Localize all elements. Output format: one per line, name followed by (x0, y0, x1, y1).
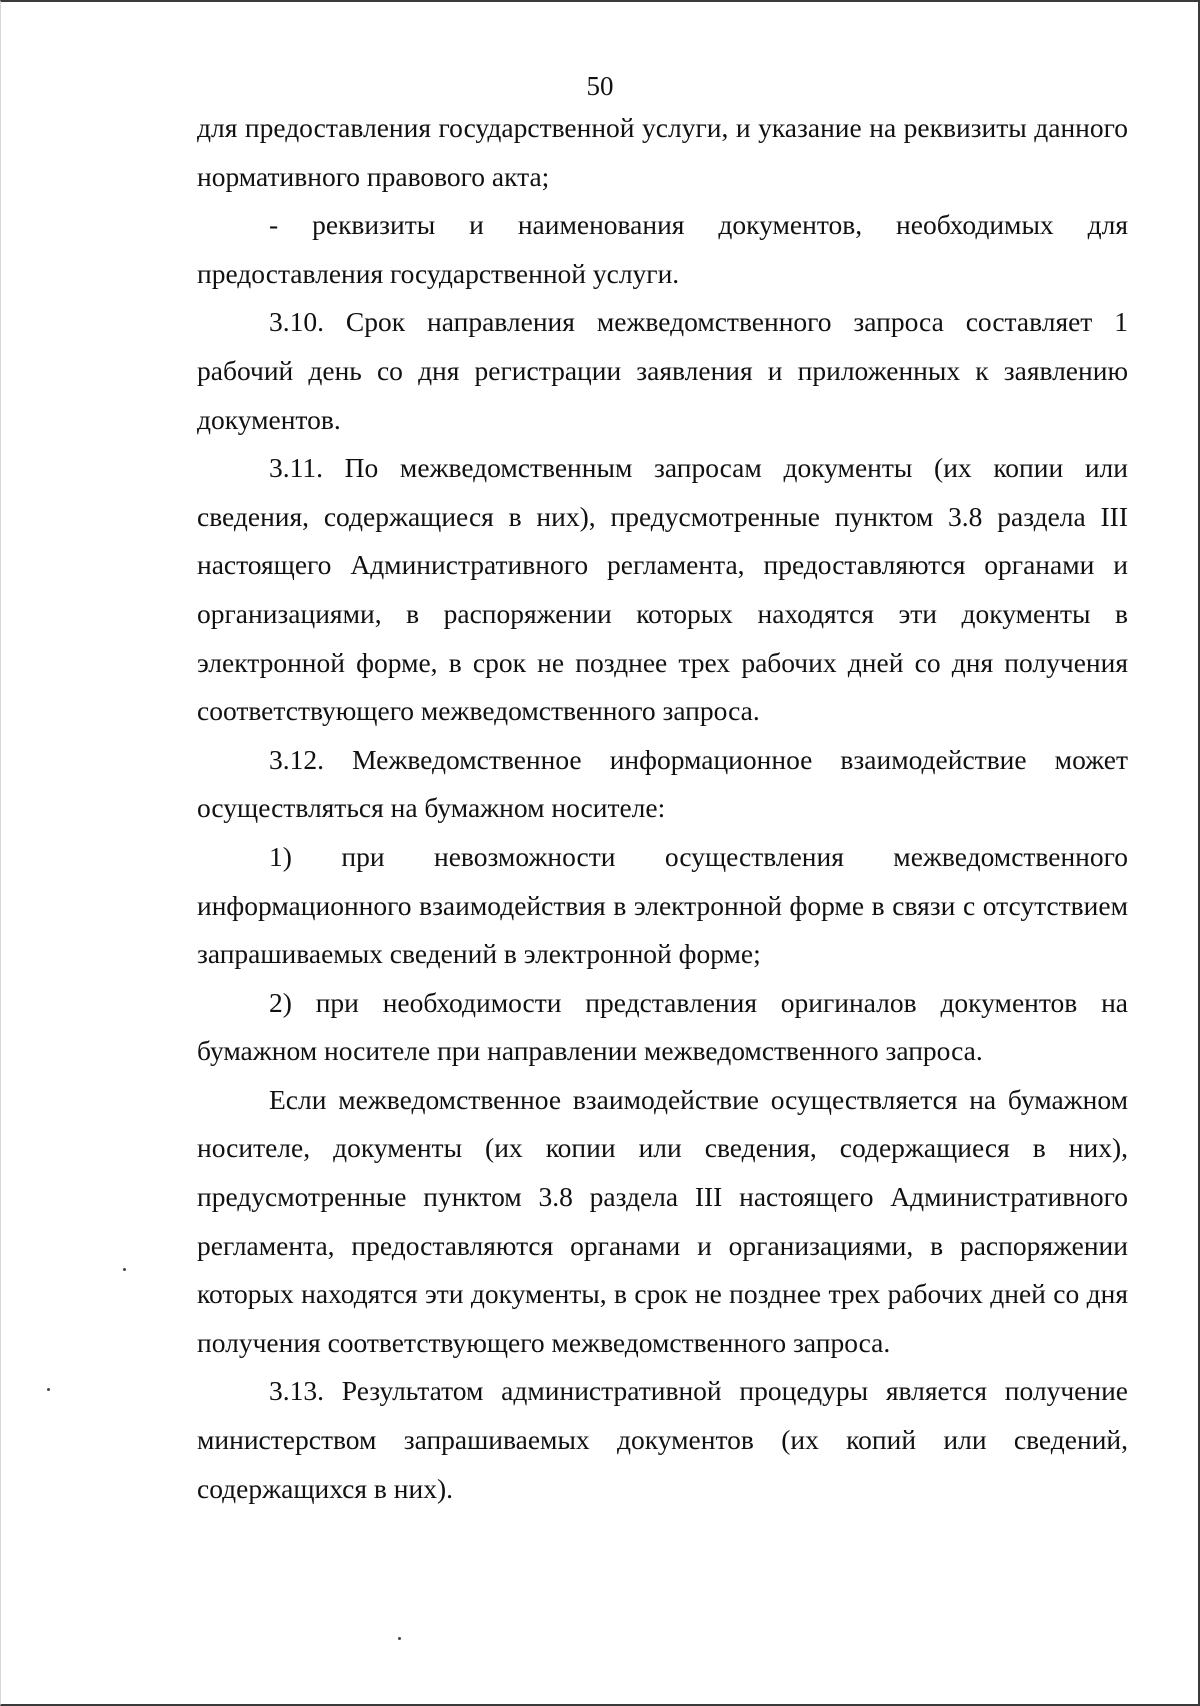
paragraph-3-12-item-1: 1) при невозможности осуществления межведомственного информационного взаимодействия в электронной форме в связи с отсутствием запрашиваемых сведений в электронной форме; (197, 840, 1128, 970)
scan-speck (47, 1388, 50, 1391)
paragraph-continuation: для предоставления государственной услуги, и указание на реквизиты данного нормативного правового акта; (197, 112, 1128, 192)
paragraph-3-12: 3.12. Межведомственное информационное взаимодействие может осуществляться на бумажном носителе: (197, 743, 1128, 824)
page-number: 50 (586, 71, 614, 101)
paragraph-3-13: 3.13. Результатом административной процедуры является получение министерством запрашиваемых документов (их копий или сведений, содержащихся в них). (197, 1375, 1128, 1504)
paragraph-3-11: 3.11. По межведомственным запросам документы (их копии или сведения, содержащиеся в них), предусмотренные пунктом 3.8 раздела III настоящего Административного регламента, предоставляются органами и организациями, в распоряжении которых находятся эти документы в электронной форме, в срок не позднее трех рабочих дней со дня получения соответствующего межведомственного запроса. (197, 452, 1128, 727)
paragraph-3-12-item-2: 2) при необходимости представления оригиналов документов на бумажном носителе при направлении межведомственного запроса. (197, 986, 1128, 1067)
scan-speck (123, 1268, 126, 1271)
paragraph-list-item-requisites: - реквизиты и наименования документов, необходимых для предоставления государственной услуги. (197, 209, 1128, 289)
document-body (197, 104, 1128, 1513)
paragraph-3-10: 3.10. Срок направления межведомственного запроса составляет 1 рабочий день со дня регистрации заявления и приложенных к заявлению документов. (197, 306, 1128, 435)
paragraph-paper-interaction: Если межведомственное взаимодействие осуществляется на бумажном носителе, документы (их копии или сведения, содержащиеся в них), предусмотренные пунктом 3.8 раздела III настоящего Административного регламента, предоставляются органами и организациями, в распоряжении которых находятся эти документы, в срок не позднее трех рабочих дней со дня получения соответствующего межведомственного запроса. (197, 1083, 1128, 1358)
scan-speck (398, 1637, 401, 1640)
